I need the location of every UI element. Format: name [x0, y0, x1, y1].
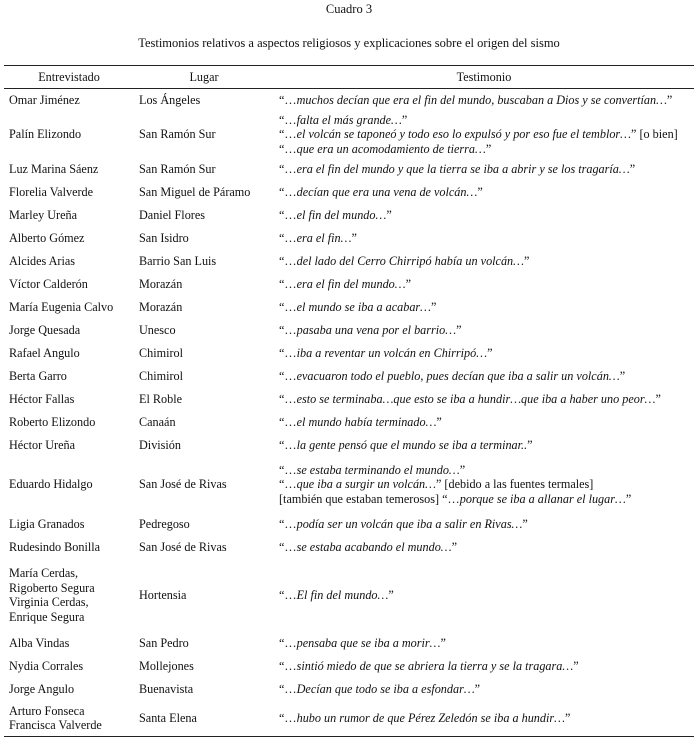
place-cell: Chimirol: [139, 368, 184, 383]
testimony-cell: [274, 457, 694, 513]
table-row: [4, 536, 694, 559]
testimony-text: ”: [440, 635, 446, 650]
table-row: [4, 434, 694, 457]
interviewee-name: María Eugenia Calvo: [9, 299, 114, 314]
interviewee-name: Luz Marina Sáenz: [9, 161, 99, 176]
testimony-text: ”: [405, 276, 412, 291]
column-header-lugar: Lugar: [134, 66, 274, 89]
testimony-quote: el mundo había terminado…: [296, 414, 437, 429]
interviewee-name: Rigoberto Segura: [9, 580, 95, 595]
testimony-text: ”: [459, 462, 466, 477]
interviewee-cell: [4, 559, 134, 632]
interviewee-cell: [4, 204, 134, 227]
testimony-quote: porque se iba a allanar el lugar…: [459, 491, 626, 506]
testimony-quote: iba a reventar un volcán en Chirripó…: [296, 345, 488, 360]
testimony-line: [279, 711, 694, 726]
testimony-cell: [274, 536, 694, 559]
place-cell: San Ramón Sur: [139, 127, 216, 142]
interviewee-name: Virginia Cerdas,: [9, 595, 89, 609]
interviewee-name: Alcides Arias: [9, 253, 76, 268]
testimony-quote: pensaba que se iba a morir…: [296, 635, 441, 650]
testimony-text: ”: [388, 587, 394, 602]
place-cell: Unesco: [139, 322, 176, 337]
testimony-text: ”: [625, 491, 632, 506]
testimony-cell: [274, 227, 694, 250]
testimony-text: “…: [279, 322, 297, 337]
testimony-quote: evacuaron todo el pueblo, pues decían que iba a salir un volcán…: [296, 368, 620, 383]
testimony-text: “…: [279, 711, 297, 725]
testimony-text: “…: [279, 462, 297, 477]
testimony-cell: [274, 342, 694, 365]
testimony-line: [279, 415, 694, 430]
testimony-line: [279, 659, 694, 674]
testimony-cell: [274, 559, 694, 632]
testimony-line: [279, 392, 694, 407]
interviewee-name: Arturo Fonseca: [9, 703, 85, 718]
testimony-text: “…: [279, 368, 297, 383]
testimony-text: “…: [279, 516, 297, 531]
testimony-cell: [274, 273, 694, 296]
interviewee-cell: [4, 411, 134, 434]
interviewee-name: María Cerdas,: [9, 566, 79, 580]
interviewee-cell: [4, 181, 134, 204]
testimony-cell: [274, 112, 694, 158]
interviewee-cell: [4, 112, 134, 158]
testimony-text: ”: [487, 345, 493, 360]
testimony-text: “…: [279, 141, 297, 156]
testimony-text: ”: [564, 711, 571, 725]
interviewee-cell: [4, 701, 134, 737]
interviewee-cell: [4, 678, 134, 701]
testimony-quote: el volcán se taponeó y todo eso lo expulsó y por eso fue el temblor…: [296, 127, 632, 142]
testimony-line: [279, 208, 694, 223]
interviewee-cell: [4, 434, 134, 457]
place-cell: San Pedro: [139, 635, 189, 650]
testimony-text: ”: [485, 141, 492, 156]
place-cell: San Ramón Sur: [139, 161, 216, 176]
testimony-line: [279, 477, 694, 492]
testimony-text: “…: [279, 127, 297, 142]
testimony-text: “…: [279, 477, 297, 492]
testimony-line: [279, 300, 694, 315]
place-cell: Pedregoso: [139, 516, 190, 531]
table-row: [4, 388, 694, 411]
testimony-line: [279, 323, 694, 338]
place-cell: Los Ángeles: [139, 93, 201, 107]
testimony-cell: [274, 181, 694, 204]
interviewee-cell: [4, 457, 134, 513]
testimony-quote: que era un acomodamiento de tierra…: [296, 141, 486, 156]
place-cell: San José de Rivas: [139, 477, 227, 492]
testimony-text: ”: [431, 299, 437, 314]
testimony-line: [279, 682, 694, 697]
testimony-line: [279, 185, 694, 200]
table-row: [4, 250, 694, 273]
place-cell: Morazán: [139, 299, 183, 314]
testimony-quote: era el fin…: [296, 230, 352, 245]
interviewee-name: Enrique Segura: [9, 609, 85, 624]
testimony-text: “…: [279, 184, 297, 199]
testimony-text: “…: [279, 437, 297, 452]
interviewee-cell: [4, 388, 134, 411]
testimony-line: [279, 438, 694, 453]
testimony-line: [279, 277, 694, 292]
testimony-quote: podía ser un volcán que iba a salir en Rivas…: [296, 516, 523, 531]
interviewee-cell: [4, 273, 134, 296]
table-row: [4, 632, 694, 655]
testimony-text: ”: [573, 658, 579, 673]
testimony-cell: [274, 434, 694, 457]
testimony-text: ”: [351, 230, 357, 245]
place-cell: Santa Elena: [134, 701, 274, 737]
place-cell: Barrio San Luis: [139, 253, 217, 268]
interviewee-name: Omar Jiménez: [9, 93, 80, 107]
testimony-text: “…: [279, 299, 297, 314]
table-body: [4, 89, 694, 737]
testimony-quote: Decían que todo se iba a esfondar…: [296, 681, 475, 696]
testimony-text: “…: [279, 207, 297, 222]
testimonies-table: [4, 65, 694, 737]
interviewee-name: Alba Vindas: [9, 635, 70, 650]
table-row: [4, 273, 694, 296]
interviewee-name: Jorge Quesada: [9, 322, 81, 337]
interviewee-name: Nydia Corrales: [9, 658, 84, 673]
testimony-cell: [274, 319, 694, 342]
testimony-text: ”: [386, 207, 392, 222]
interviewee-cell: [4, 158, 134, 181]
testimony-text: “…: [279, 539, 297, 554]
interviewee-cell: [4, 655, 134, 678]
testimony-quote: decían que era una vena de volcán…: [296, 184, 478, 199]
interviewee-cell: [4, 227, 134, 250]
interviewee-cell: [4, 250, 134, 273]
testimony-quote: el mundo se iba a acabar…: [296, 299, 431, 314]
testimony-text: ”: [666, 93, 673, 107]
interviewee-cell: [4, 536, 134, 559]
place-cell: División: [139, 437, 181, 452]
testimony-text: ”: [655, 391, 661, 406]
testimony-text: “…: [279, 635, 297, 650]
place-cell: Daniel Flores: [139, 207, 206, 222]
interviewee-name: Alberto Gómez: [9, 230, 85, 245]
testimony-text: ”: [522, 516, 528, 531]
interviewee-cell: [4, 513, 134, 536]
testimony-text: “…: [279, 112, 297, 127]
testimony-cell: [274, 678, 694, 701]
interviewee-cell: [4, 342, 134, 365]
table-row: [4, 319, 694, 342]
interviewee-name: Jorge Angulo: [9, 681, 75, 696]
testimony-quote: el fin del mundo…: [296, 207, 387, 222]
place-cell: Hortensia: [139, 587, 187, 602]
testimony-line: [279, 254, 694, 269]
interviewee-name: Héctor Fallas: [9, 391, 75, 406]
table-header-row: [4, 66, 694, 89]
testimony-text: ”: [401, 112, 408, 127]
testimony-text: [también que estaban temerosos] “…: [279, 491, 460, 506]
table-title: Testimonios relativos a aspectos religiosos y explicaciones sobre el origen del sismo: [138, 36, 560, 50]
interviewee-name: Rafael Angulo: [9, 345, 80, 360]
table-row: [4, 457, 694, 513]
testimony-cell: [274, 513, 694, 536]
interviewee-cell: [4, 319, 134, 342]
testimony-text: “…: [279, 587, 297, 602]
table-row: [4, 204, 694, 227]
testimony-line: [279, 588, 694, 603]
testimony-line: [279, 369, 694, 384]
interviewee-name: Eduardo Hidalgo: [9, 477, 93, 492]
testimony-quote: la gente pensó que el mundo se iba a terminar..: [296, 437, 528, 452]
table-row: [4, 89, 694, 112]
interviewee-name: Ligia Granados: [9, 516, 85, 531]
table-row: [4, 342, 694, 365]
testimony-text: “…: [279, 658, 297, 673]
place-cell: San Isidro: [139, 230, 189, 245]
testimony-line: [279, 142, 694, 157]
testimony-quote: se estaba terminando el mundo…: [296, 462, 460, 477]
testimony-quote: era el fin del mundo…: [296, 276, 406, 291]
testimony-line: [279, 492, 694, 507]
table-row: [4, 678, 694, 701]
testimony-cell: [274, 250, 694, 273]
column-header-entrevistado: Entrevistado: [4, 66, 134, 89]
testimony-line: [279, 162, 694, 177]
testimony-text: ”: [629, 161, 636, 176]
interviewee-cell: [4, 365, 134, 388]
testimony-text: ” [o bien]: [631, 127, 678, 142]
testimony-text: ”: [619, 368, 626, 383]
testimony-line: [279, 113, 694, 128]
testimony-line: [279, 231, 694, 246]
testimony-text: ”: [477, 184, 483, 199]
table-row: [4, 513, 694, 536]
testimony-line: [279, 346, 694, 361]
testimony-text: ”: [456, 322, 462, 337]
testimony-quote: era el fin del mundo y que la tierra se iba a abrir y se los tragaría…: [296, 161, 630, 176]
testimony-quote: muchos decían que era el fin del mundo, buscaban a Dios y se convertían…: [296, 93, 667, 107]
table-number: Cuadro 3: [325, 2, 373, 16]
testimony-line: [279, 93, 694, 108]
place-cell: El Roble: [139, 391, 182, 406]
testimony-text: “…: [279, 230, 297, 245]
testimony-text: ”: [474, 681, 481, 696]
interviewee-cell: [4, 632, 134, 655]
testimony-cell: [274, 365, 694, 388]
interviewee-name: Víctor Calderón: [9, 276, 88, 291]
testimony-quote: se estaba acabando el mundo…: [296, 539, 452, 554]
testimony-text: “…: [279, 253, 297, 268]
interviewee-name: Marley Ureña: [9, 207, 78, 222]
table-row: [4, 559, 694, 632]
testimony-cell: [274, 204, 694, 227]
place-cell: Canaán: [139, 414, 176, 429]
testimony-quote: falta el más grande…: [296, 112, 402, 127]
testimony-cell: [274, 632, 694, 655]
testimony-text: “…: [279, 681, 297, 696]
testimony-line: [279, 127, 694, 142]
place-cell: Mollejones: [139, 658, 194, 673]
testimony-text: “…: [279, 276, 297, 291]
place-cell: San Miguel de Páramo: [139, 184, 251, 199]
interviewee-cell: [4, 296, 134, 319]
place-cell: Buenavista: [139, 681, 194, 696]
testimony-line: [279, 540, 694, 555]
testimony-cell: [274, 655, 694, 678]
table-row: [4, 112, 694, 158]
testimony-text: ”: [527, 437, 533, 452]
table-row: [4, 411, 694, 434]
testimony-cell: [274, 158, 694, 181]
place-cell: Chimirol: [139, 345, 184, 360]
testimony-text: ”: [524, 253, 530, 268]
testimony-line: [279, 463, 694, 478]
place-cell: Morazán: [139, 276, 183, 291]
table-row: [4, 655, 694, 678]
table-row: [4, 181, 694, 204]
testimony-text: “…: [279, 93, 297, 107]
interviewee-name: Florelia Valverde: [9, 184, 94, 199]
testimony-cell: [274, 411, 694, 434]
testimony-cell: [274, 89, 694, 112]
testimony-quote: esto se terminaba…que esto se iba a hundir…que iba a haber uno peor…: [296, 391, 656, 406]
interviewee-name: Rudesindo Bonilla: [9, 539, 101, 554]
testimony-text: ” [debido a las fuentes termales]: [435, 477, 594, 492]
interviewee-name: Roberto Elizondo: [9, 414, 96, 429]
testimony-line: [279, 636, 694, 651]
interviewee-name: Berta Garro: [9, 368, 67, 383]
testimony-text: “…: [279, 391, 297, 406]
interviewee-name: Héctor Ureña: [9, 437, 75, 452]
testimony-quote: El fin del mundo…: [296, 587, 389, 602]
testimony-cell: [274, 296, 694, 319]
column-header-testimonio: Testimonio: [274, 66, 694, 89]
interviewee-name: Palín Elizondo: [9, 127, 82, 142]
testimony-text: “…: [279, 414, 297, 429]
table-row: [4, 365, 694, 388]
testimony-text: “…: [279, 345, 297, 360]
testimony-quote: del lado del Cerro Chirripó había un volcán…: [296, 253, 524, 268]
interviewee-name: Francisca Valverde: [9, 718, 102, 733]
testimony-quote: pasaba una vena por el barrio…: [296, 322, 457, 337]
testimony-line: [279, 517, 694, 532]
table-row: [4, 701, 694, 737]
place-cell: San José de Rivas: [139, 539, 227, 554]
testimony-text: “…: [279, 161, 297, 176]
testimony-quote: sintió miedo de que se abriera la tierra y se la tragara…: [296, 658, 574, 673]
table-row: [4, 158, 694, 181]
testimony-cell: [274, 388, 694, 411]
testimony-text: ”: [436, 414, 442, 429]
table-row: [4, 296, 694, 319]
testimony-text: ”: [451, 539, 458, 554]
table-row: [4, 227, 694, 250]
interviewee-cell: [4, 89, 134, 112]
testimony-cell: [274, 701, 694, 737]
testimony-quote: que iba a surgir un volcán…: [296, 477, 436, 492]
testimony-quote: hubo un rumor de que Pérez Zeledón se iba a hundir…: [296, 711, 565, 725]
